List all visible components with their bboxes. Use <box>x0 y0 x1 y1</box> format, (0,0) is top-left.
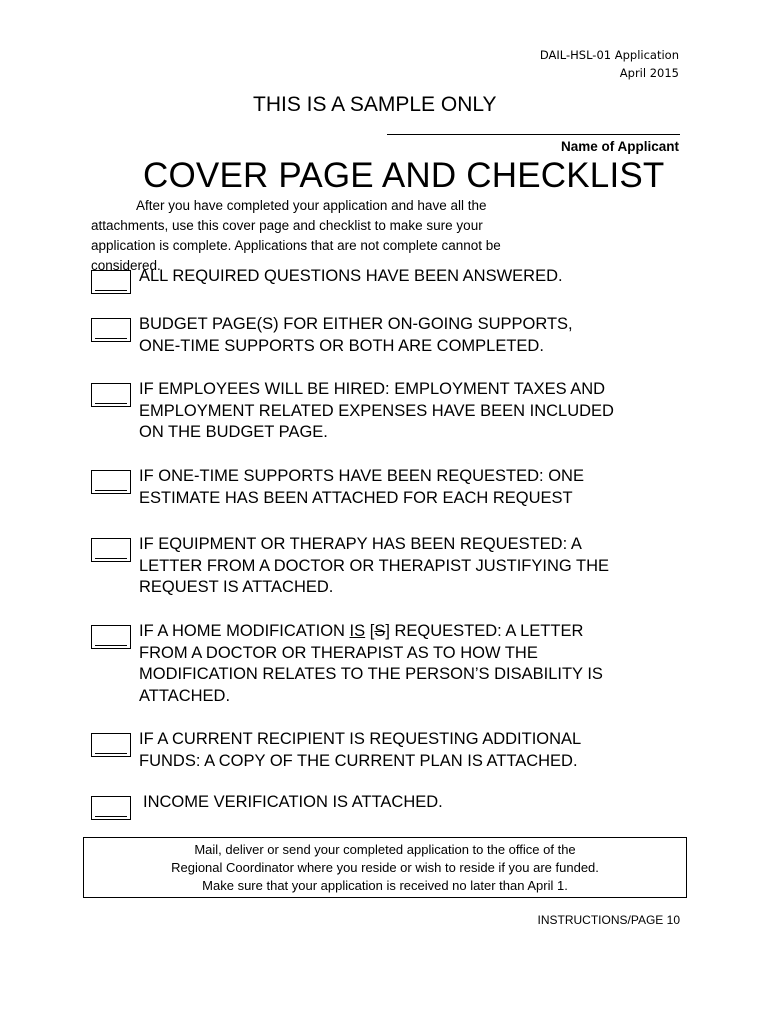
checklist-item-text <box>139 379 659 444</box>
checklist-line: MODIFICATION RELATES TO THE PERSON’S DISABILITY IS <box>139 665 603 683</box>
form-date: April 2015 <box>619 66 679 80</box>
checklist-line: IF A CURRENT RECIPIENT IS REQUESTING ADDITIONAL <box>139 730 582 748</box>
form-id: DAIL-HSL-01 Application <box>539 48 679 62</box>
intro-line: attachments, use this cover page and checklist to make sure your <box>91 218 483 233</box>
intro-paragraph <box>91 196 561 276</box>
checklist-line: IF ONE-TIME SUPPORTS HAVE BEEN REQUESTED: ONE <box>139 467 584 485</box>
checklist-item-text <box>143 792 663 814</box>
checklist-line: ESTIMATE HAS BEEN ATTACHED FOR EACH REQUEST <box>139 488 573 507</box>
inserted-text: IS <box>349 622 366 640</box>
checklist-item-text <box>139 729 659 772</box>
page-footer: INSTRUCTIONS/PAGE 10 <box>537 913 680 927</box>
mail-notice-line: Make sure that your application is received no later than April 1. <box>202 878 568 893</box>
text-segment: IF A HOME MODIFICATION <box>139 622 350 640</box>
mail-notice-line: Regional Coordinator where you reside or wish to reside if you are funded. <box>171 860 599 875</box>
checklist-line: ON THE BUDGET PAGE. <box>139 423 328 441</box>
intro-line: considered. <box>91 258 161 273</box>
checklist-item-text <box>139 534 659 599</box>
checkbox[interactable] <box>91 538 131 562</box>
sample-notice: THIS IS A SAMPLE ONLY <box>253 93 497 116</box>
checklist-line: ONE-TIME SUPPORTS OR BOTH ARE COMPLETED. <box>139 336 544 355</box>
text-segment: [ <box>365 622 375 640</box>
checkbox[interactable] <box>91 733 131 757</box>
checklist-line: IF EMPLOYEES WILL BE HIRED: EMPLOYMENT TAXES AND <box>139 380 606 398</box>
checklist-item-text <box>139 266 659 288</box>
checklist-item-text <box>139 621 659 707</box>
checklist-line: ATTACHED. <box>139 686 231 705</box>
checklist-line: FROM A DOCTOR OR THERAPIST AS TO HOW THE <box>139 643 538 662</box>
checklist-line: INCOME VERIFICATION IS ATTACHED. <box>143 793 443 811</box>
applicant-name-label: Name of Applicant <box>560 139 679 154</box>
applicant-name-field[interactable] <box>387 126 680 135</box>
intro-line: application is complete. Applications that are not complete cannot be <box>91 238 501 253</box>
checklist-line: LETTER FROM A DOCTOR OR THERAPIST JUSTIFYING THE <box>139 556 610 575</box>
checklist-line: ALL REQUIRED QUESTIONS HAVE BEEN ANSWERED. <box>139 267 563 285</box>
checkbox[interactable] <box>91 383 131 407</box>
checkbox[interactable] <box>91 470 131 494</box>
checklist-line: REQUEST IS ATTACHED. <box>139 578 334 596</box>
checklist-line <box>139 621 659 643</box>
checklist-item-text <box>139 466 659 509</box>
checkbox[interactable] <box>91 270 131 294</box>
checklist-line: EMPLOYMENT RELATED EXPENSES HAVE BEEN INCLUDED <box>139 401 614 420</box>
checkbox[interactable] <box>91 796 131 820</box>
text-segment: ] REQUESTED: A LETTER <box>385 622 584 640</box>
page-title: COVER PAGE AND CHECKLIST <box>143 156 665 195</box>
mail-notice-box <box>83 837 687 898</box>
checklist-item-text <box>139 314 659 357</box>
checklist-line: BUDGET PAGE(S) FOR EITHER ON-GOING SUPPORTS, <box>139 315 573 333</box>
checklist-line: IF EQUIPMENT OR THERAPY HAS BEEN REQUESTED: A <box>139 535 582 553</box>
mail-notice-line: Mail, deliver or send your completed application to the office of the <box>194 842 576 857</box>
checkbox[interactable] <box>91 625 131 649</box>
intro-line: After you have completed your application and have all the <box>136 198 487 213</box>
checklist-line: FUNDS: A COPY OF THE CURRENT PLAN IS ATTACHED. <box>139 751 578 770</box>
deleted-text: S <box>374 622 386 640</box>
checkbox[interactable] <box>91 318 131 342</box>
